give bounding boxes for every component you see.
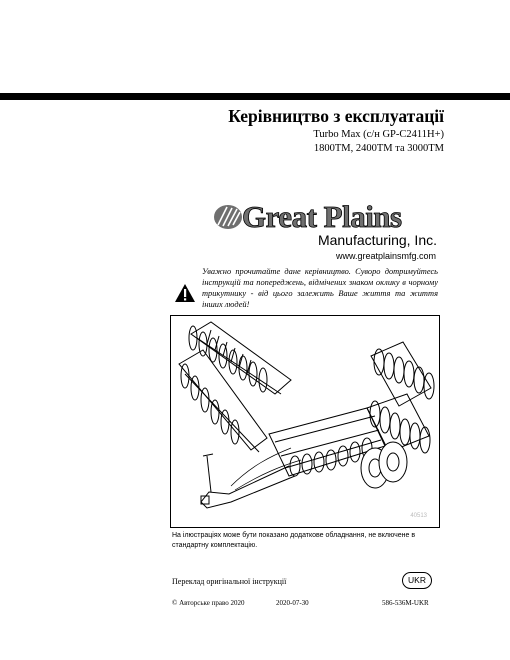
safety-warning-text: Уважно прочитайте дане керівництво. Суворо дотримуйтесь інструкцій та попереджень, відмічених знаком оклику в чорному трикутнику - від цього залежить Ваше життя та життя інших людей! — [202, 267, 438, 309]
website-link[interactable]: www.greatplainsmfg.com — [335, 251, 436, 261]
wheat-emblem-icon — [214, 205, 242, 229]
figure-caption: На ілюстраціях може бути показано додаткове обладнання, не включене в стандартну комплектацію. — [172, 532, 416, 549]
language-badge: UKR — [402, 572, 432, 589]
header-rule — [0, 93, 510, 100]
variants-line: 1800TM, 2400TM та 3000TM — [313, 143, 444, 154]
transport-wheels — [361, 442, 407, 488]
center-disc-gang — [290, 438, 372, 476]
great-plains-logo — [213, 198, 445, 236]
product-illustration — [170, 315, 440, 528]
warning-triangle-icon — [174, 283, 196, 303]
model-line: Turbo Max (с/н GP-C2411H+) — [313, 129, 444, 140]
hitch-tongue — [201, 454, 295, 508]
manufacturer-name: Manufacturing, Inc. — [317, 232, 437, 248]
manual-title: Керівництво з експлуатації — [228, 106, 444, 126]
publication-date: 2020-07-30 — [276, 599, 309, 607]
document-number: 586-536M-UKR — [382, 599, 429, 607]
figure-id: 40513 — [410, 513, 427, 519]
disc-harrow-drawing — [171, 316, 439, 527]
logo-wordmark: Great Plains — [242, 199, 402, 234]
left-disc-gang — [181, 326, 267, 444]
translation-note: Переклад оригінальної інструкції — [172, 577, 287, 586]
copyright: © Авторське право 2020 — [172, 599, 245, 607]
